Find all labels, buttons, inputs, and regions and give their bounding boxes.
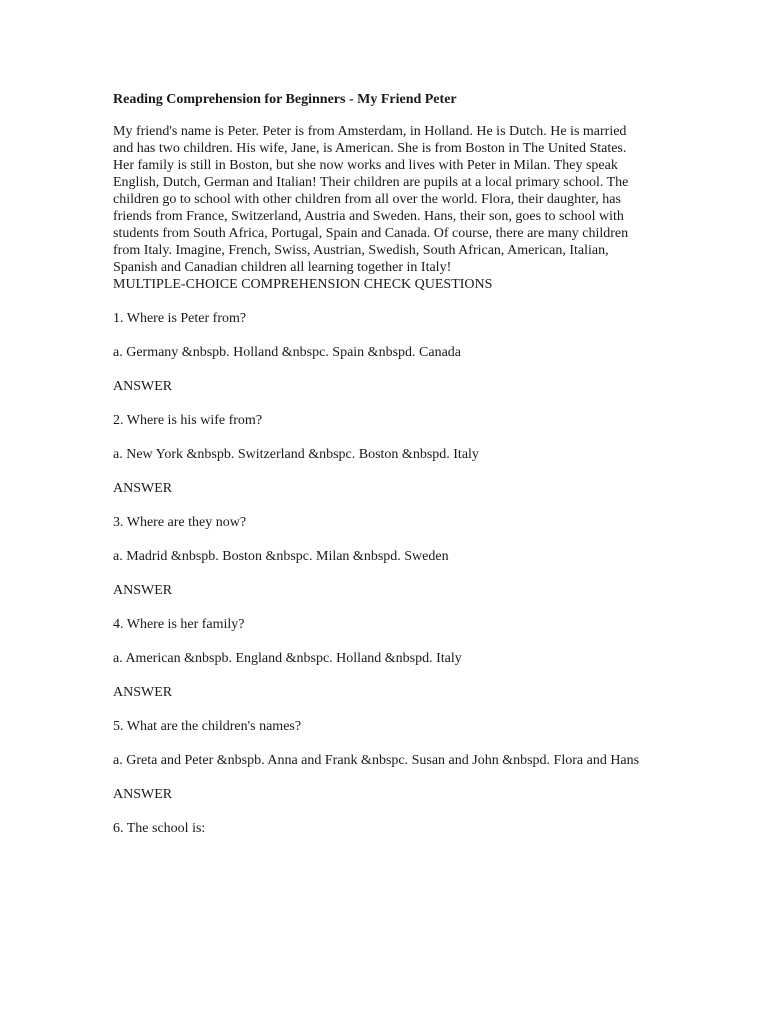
question-1-answer: ANSWER	[113, 379, 173, 394]
question-2-answer: ANSWER	[113, 481, 173, 496]
question-1-options: a. Germany &nbspb. Holland &nbspc. Spain &nbspd. Canada	[113, 345, 462, 360]
document-title: Reading Comprehension for Beginners - My Friend Peter	[113, 92, 457, 107]
question-4-options: a. American &nbspb. England &nbspc. Holland &nbspd. Italy	[113, 651, 462, 666]
question-5-options: a. Greta and Peter &nbspb. Anna and Frank &nbspc. Susan and John &nbspd. Flora and Hans	[113, 753, 640, 768]
question-2: 2. Where is his wife from?	[113, 413, 263, 428]
question-5-answer: ANSWER	[113, 787, 173, 802]
questions-heading: MULTIPLE-CHOICE COMPREHENSION CHECK QUESTIONS	[113, 277, 493, 292]
reading-passage: My friend's name is Peter. Peter is from Amsterdam, in Holland. He is Dutch. He is married and has two children. His wife, Jane, is American. She is from Boston in The United States. Her family is still in Boston, but she now works and lives with Peter in Milan. They speak English, Dutch, German and Italian! Their children are pupils at a local primary school. The children go to school with other children from all over the world. Flora, their daughter, has friends from France, Switzerland, Austria and Sweden. Hans, their son, goes to school with students from South Africa, Portugal, Spain and Canada. Of course, there are many children from Italy. Imagine, French, Swiss, Austrian, Swedish, South African, American, Italian, Spanish and Canadian children all learning together in Italy!	[113, 124, 629, 275]
question-1: 1. Where is Peter from?	[113, 311, 247, 326]
question-6: 6. The school is:	[113, 821, 206, 836]
question-4: 4. Where is her family?	[113, 617, 245, 632]
question-2-options: a. New York &nbspb. Switzerland &nbspc. Boston &nbspd. Italy	[113, 447, 479, 462]
question-4-answer: ANSWER	[113, 685, 173, 700]
question-3: 3. Where are they now?	[113, 515, 247, 530]
question-5: 5. What are the children's names?	[113, 719, 302, 734]
question-3-answer: ANSWER	[113, 583, 173, 598]
question-3-options: a. Madrid &nbspb. Boston &nbspc. Milan &nbspd. Sweden	[113, 549, 449, 564]
document-page	[113, 91, 643, 854]
